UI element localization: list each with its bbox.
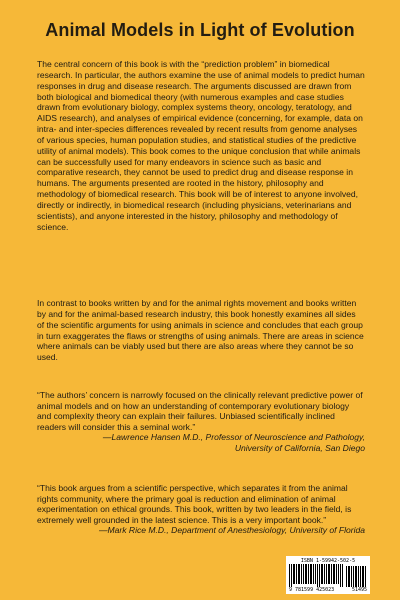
barcode-bars-icon: [289, 564, 367, 587]
barcode-digits-left: 9 781599 425023: [289, 587, 335, 593]
description-paragraph-2: In contrast to books written by and for the animal rights movement and books written by and for the animal-based research industry, this book honestly examines all sides of the scientific arguments for using animals in science and concludes that each group in turn exaggerates the flaws or strengths of using animals. There are areas in science where animals can be viably used but there are also areas where they cannot be so used.: [37, 298, 364, 363]
description-paragraph-1: The central concern of this book is with the “prediction problem” in biomedical research. In particular, the authors examine the use of animal models to predict human responses in drug and disease research. The arguments discussed are drawn from both biological and biomedical theory (with numerous examples and case studies drawn from evolutionary biology, complex systems theory, oncology, teratology, and AIDS research), and analyses of empirical evidence (concerning, for example, data on intra- and inter-species differences revealed by recent results from genome analyses of various species, human population studies, and statistical studies of the predictive utility of animal models). This book comes to the unique conclusion that while animals can be successfully used for many endeavors in science such as basic and comparative research, they cannot be used to predict drug and disease response in humans. The arguments presented are rooted in the history, philosophy and methodology of biomedical research. This book will be of interest to anyone involved, directly or indirectly, in biomedical research (including physicians, veterinarians and scientists), and anyone interested in the history, philosophy and methodology of science.: [37, 59, 365, 232]
review-quote-text: “This book argues from a scientific perspective, which separates it from the animal rights community, where the primary goal is reduction and elimination of animal experimentation on ethical grounds. This book, written by two leaders in the field, is extremely well grounded in the latest science. This is a very important book.”: [37, 483, 352, 525]
review-attribution-affiliation: University of California, San Diego: [234, 442, 365, 453]
review-attribution: —Mark Rice M.D., Department of Anesthesiology, University of Florida: [99, 525, 365, 536]
barcode-digits-right: 51495: [351, 587, 367, 593]
review-quote-text: “The authors’ concern is narrowly focused on the clinically relevant predictive power of animal models and on how an understanding of contemporary evolutionary biology and complexity theory can explain their failures. Unbiased scientifically inclined readers will consider this a seminal work.”: [37, 390, 363, 432]
isbn-barcode: [286, 556, 370, 594]
review-quote-1: [37, 390, 365, 454]
review-attribution: —Lawrence Hansen M.D., Professor of Neuroscience and Pathology,: [102, 432, 365, 443]
isbn-label: ISBN 1-59942-502-5: [300, 558, 356, 564]
review-quote-2: [37, 483, 365, 536]
barcode-digits: [289, 587, 367, 593]
book-title: Animal Models in Light of Evolution: [45, 20, 355, 40]
